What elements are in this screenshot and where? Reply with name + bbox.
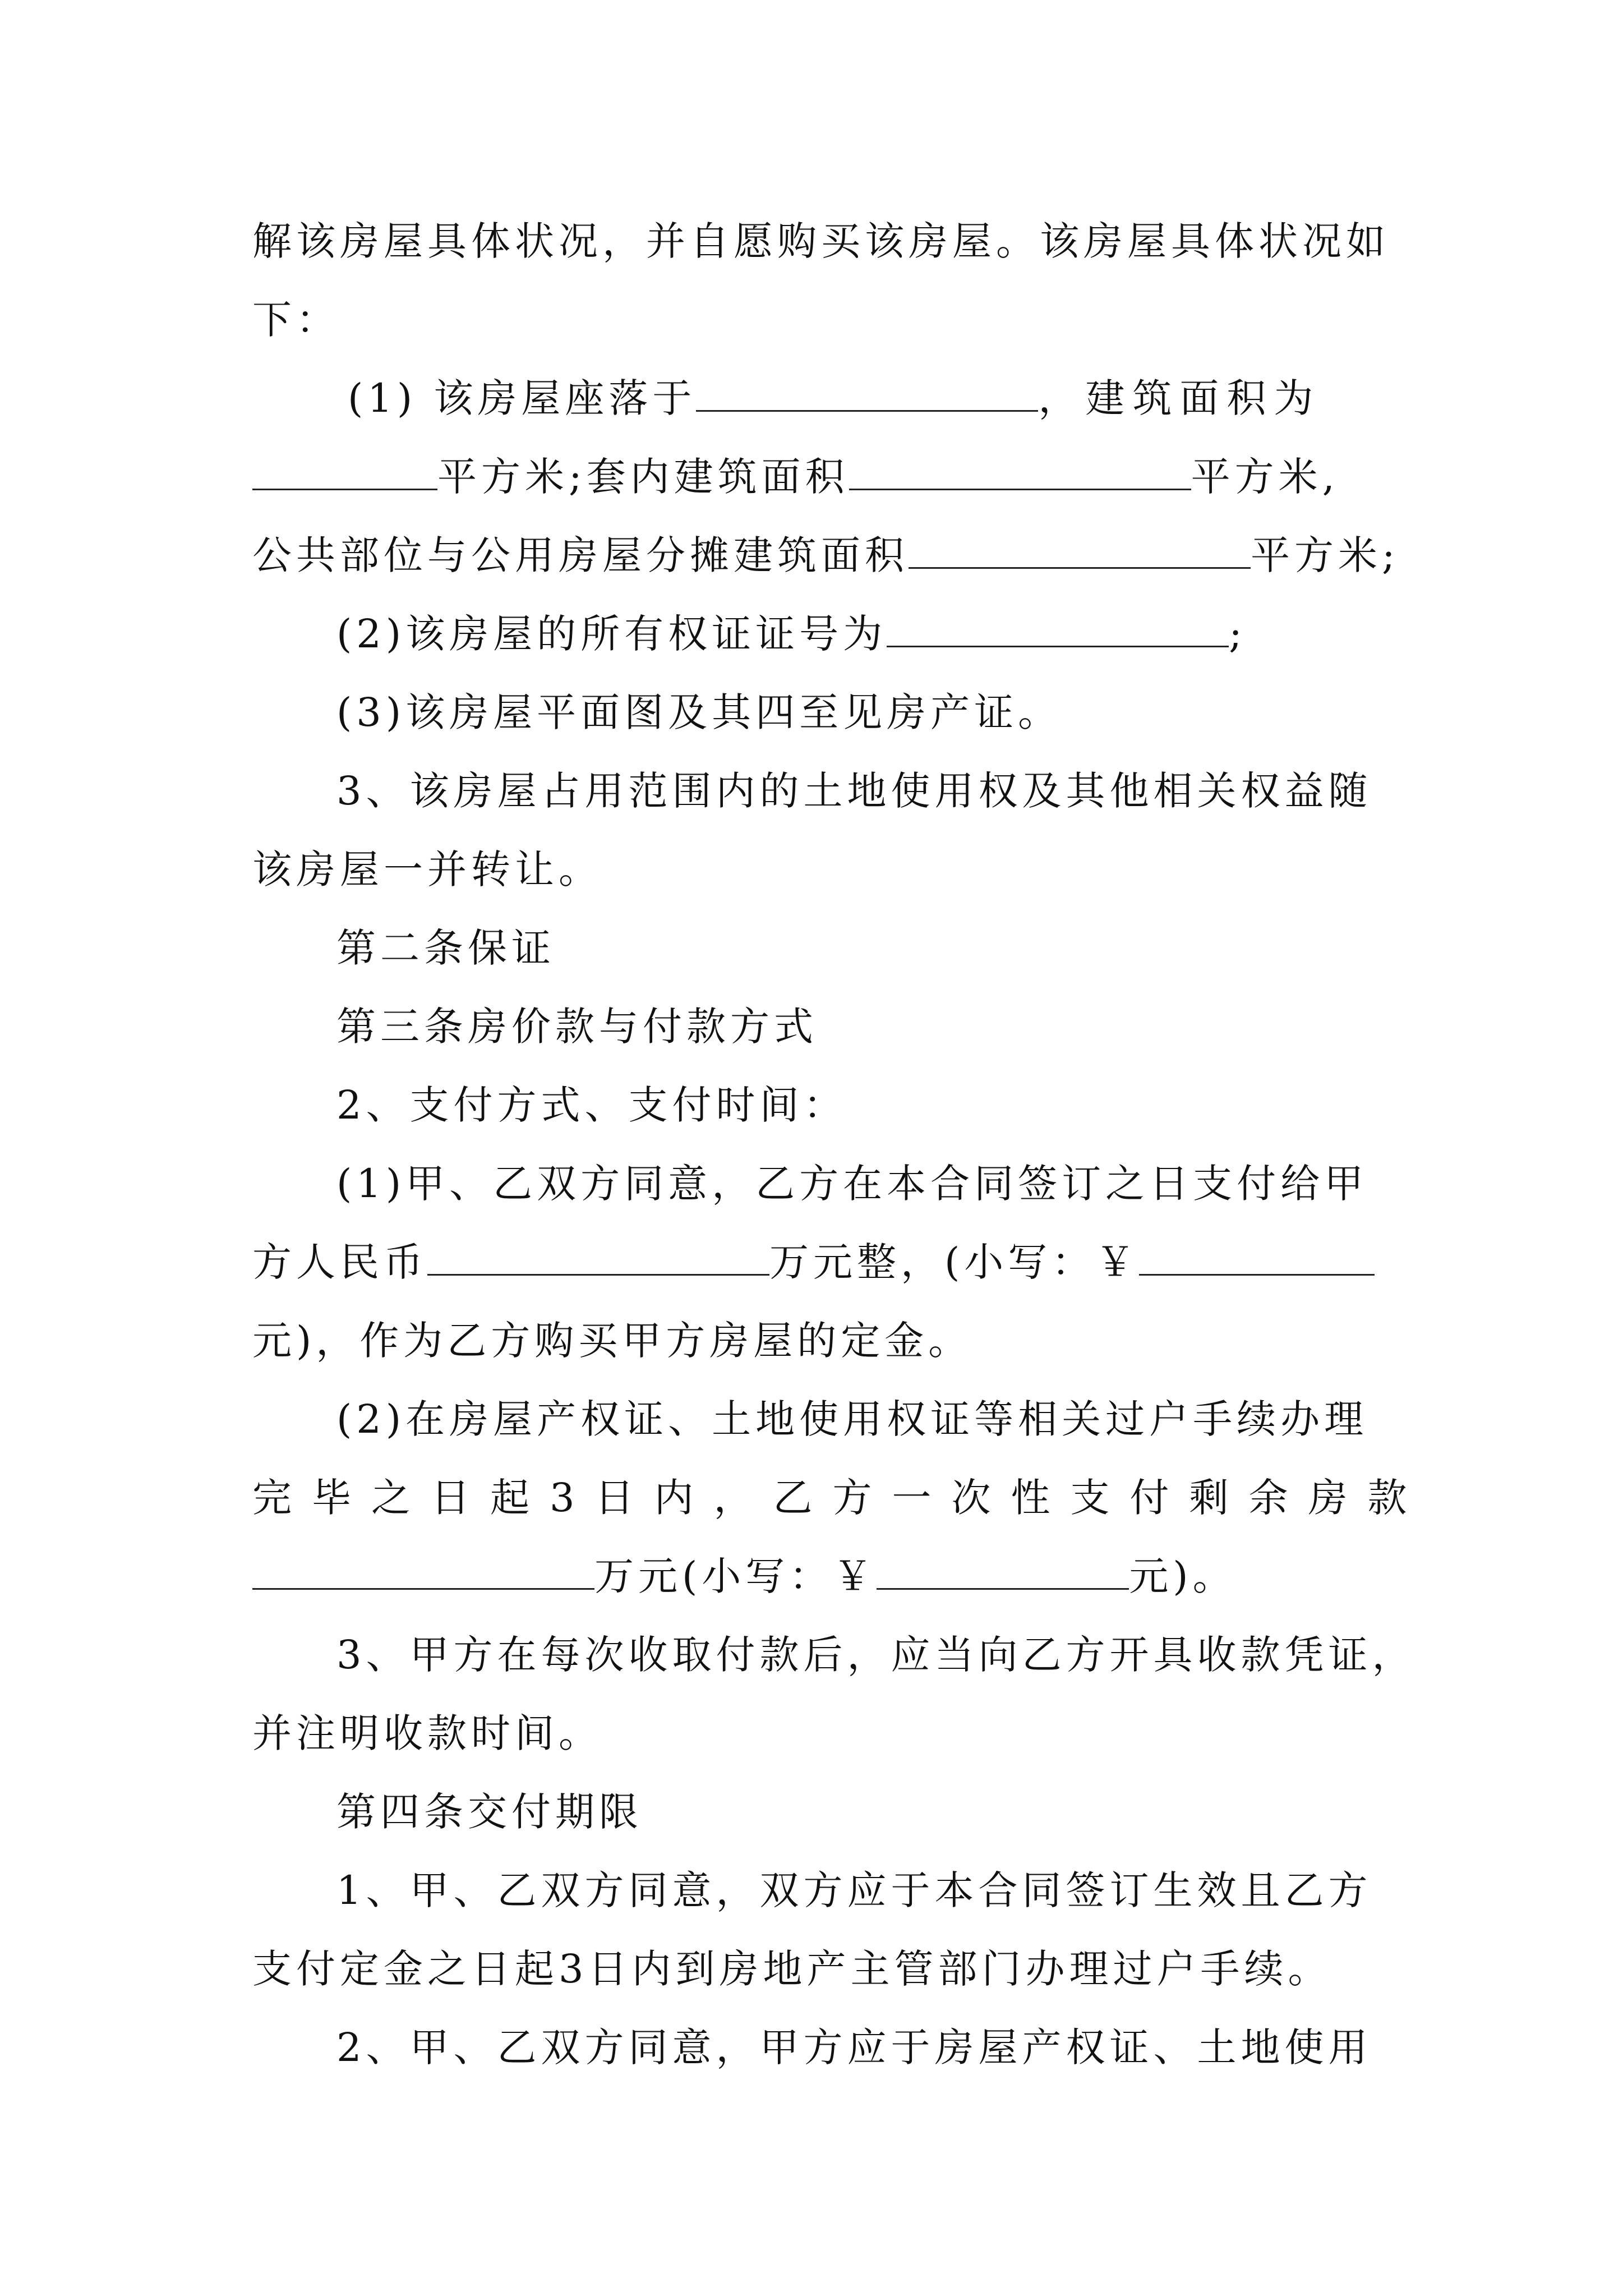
section-heading: 第三条房价款与付款方式 xyxy=(336,1004,818,1050)
paragraph-line: 下： xyxy=(252,297,340,343)
line-text: 平方米; xyxy=(1251,532,1400,578)
fill-in-blank xyxy=(427,1239,769,1276)
section-heading: 第四条交付期限 xyxy=(336,1789,643,1835)
line-text: 公共部位与公用房屋分摊建筑面积 xyxy=(252,532,909,578)
paragraph-line xyxy=(252,443,1374,510)
section-heading: 第二条保证 xyxy=(336,925,555,971)
line-text: 万元(小写：￥ xyxy=(594,1553,877,1599)
fill-in-blank xyxy=(887,610,1229,647)
line-text: ，建筑面积为 xyxy=(1038,375,1321,421)
fill-in-blank xyxy=(877,1553,1129,1590)
line-text: (1) 该房屋座落于 xyxy=(348,375,697,421)
fill-in-blank xyxy=(1139,1239,1375,1276)
line-text: 平方米;套内建筑面积 xyxy=(437,454,849,500)
paragraph-line: (2)在房屋产权证、土地使用权证等相关过户手续办理 xyxy=(336,1396,1368,1442)
paragraph-line: 2、甲、乙双方同意，甲方应于房屋产权证、土地使用 xyxy=(336,2024,1372,2070)
line-text: 平方米, xyxy=(1191,454,1339,500)
paragraph-line xyxy=(252,1543,1374,1610)
paragraph-line xyxy=(252,1228,1374,1296)
paragraph-line: 元)，作为乙方购买甲方房屋的定金。 xyxy=(252,1318,972,1364)
fill-in-blank xyxy=(849,453,1191,490)
paragraph-line: 1、甲、乙双方同意，双方应于本合同签订生效且乙方 xyxy=(336,1867,1372,1913)
paragraph-line xyxy=(348,365,1385,432)
line-text: 方人民币 xyxy=(252,1239,427,1285)
line-text: 万元整，(小写：￥ xyxy=(769,1239,1140,1285)
fill-in-blank xyxy=(252,453,437,490)
line-text: (2)该房屋的所有权证证号为 xyxy=(336,611,887,657)
fill-in-blank xyxy=(252,1553,594,1590)
paragraph-line: (3)该房屋平面图及其四至见房产证。 xyxy=(336,689,1062,735)
line-text: ; xyxy=(1229,611,1247,657)
paragraph-line: (1)甲、乙双方同意，乙方在本合同签订之日支付给甲 xyxy=(336,1161,1368,1207)
paragraph-line xyxy=(252,522,1400,589)
fill-in-blank xyxy=(909,532,1251,569)
line-text: 元)。 xyxy=(1129,1553,1237,1599)
fill-in-blank xyxy=(696,375,1038,412)
paragraph-line xyxy=(336,600,1374,668)
paragraph-line: 3、该房屋占用范围内的土地使用权及其他相关权益随 xyxy=(336,768,1372,814)
paragraph-line: 3、甲方在每次收取付款后，应当向乙方开具收款凭证， xyxy=(336,1632,1416,1678)
paragraph-line: 该房屋一并转让。 xyxy=(252,846,602,892)
paragraph-line: 并注明收款时间。 xyxy=(252,1710,602,1756)
paragraph-line: 2、支付方式、支付时间： xyxy=(336,1082,847,1128)
paragraph-line: 完毕之日起3日内，乙方一次性支付剩余房款 xyxy=(252,1475,1427,1521)
paragraph-line: 解该房屋具体状况，并自愿购买该房屋。该房屋具体状况如 xyxy=(252,218,1390,264)
paragraph-line: 支付定金之日起3日内到房地产主管部门办理过户手续。 xyxy=(252,1946,1332,1992)
